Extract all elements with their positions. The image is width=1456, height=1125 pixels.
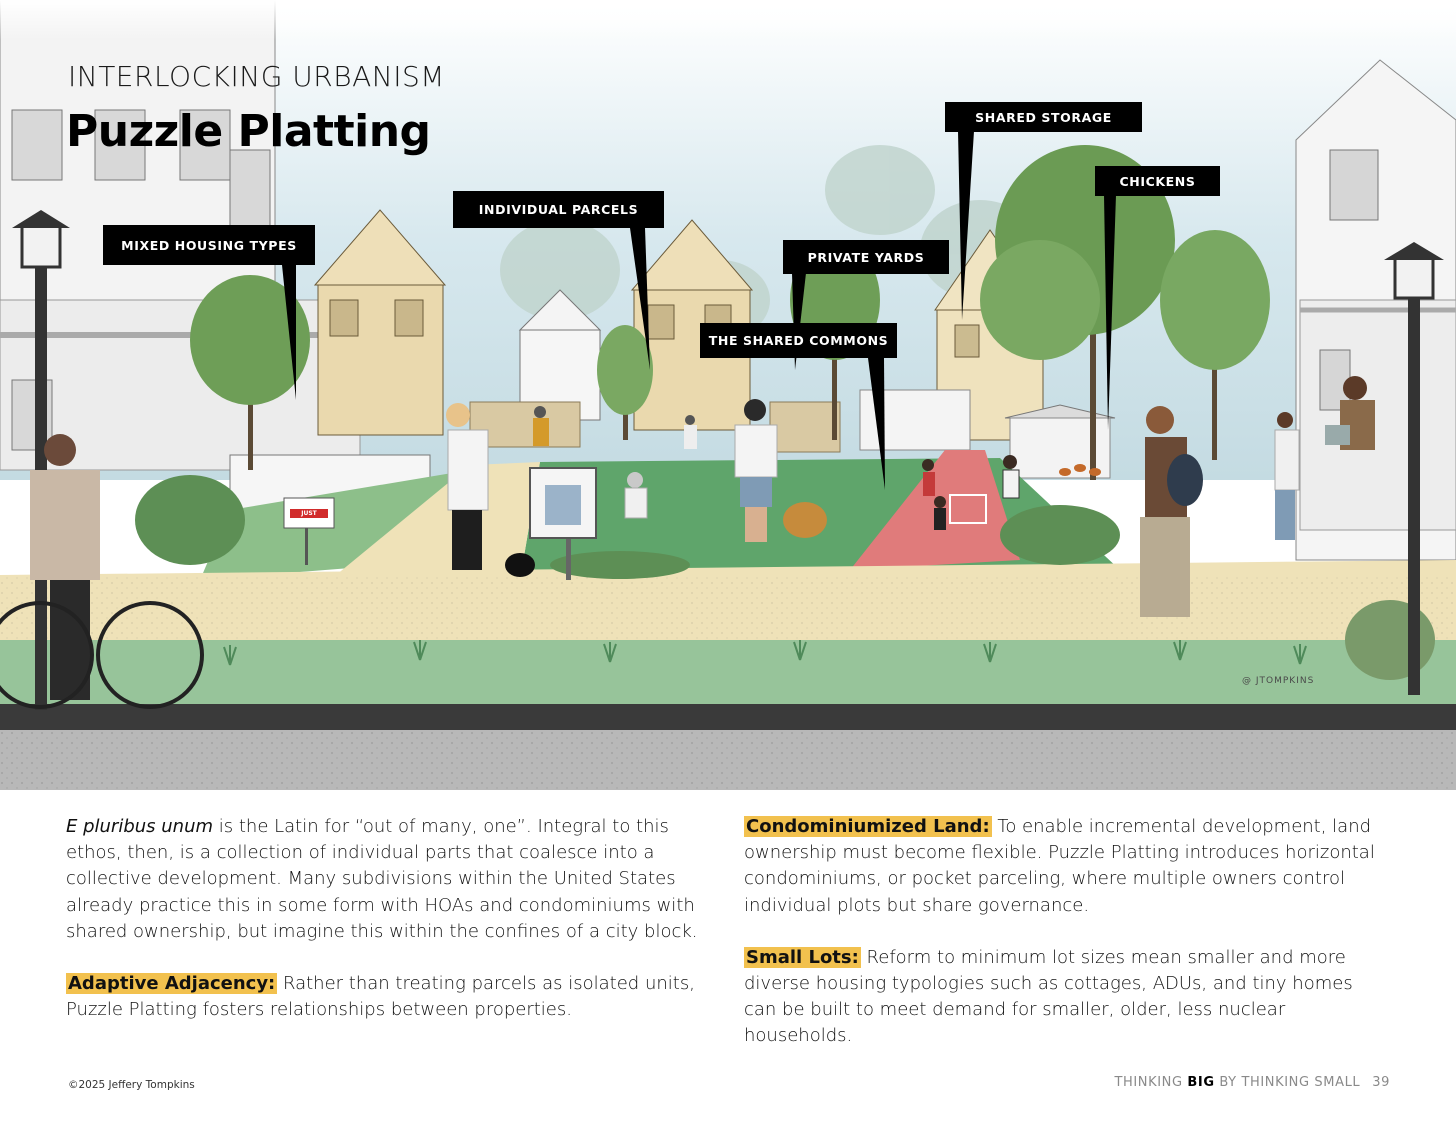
page-title: Puzzle Platting — [66, 106, 431, 157]
text-column-left — [66, 814, 716, 1049]
series-big: BIG — [1187, 1075, 1215, 1090]
intro-italic: E pluribus unum — [66, 816, 214, 837]
text-column-right — [744, 814, 1384, 1076]
small-lots-text: Reform to minimum lot sizes mean smaller and more diverse housing typologies such as cottages, ADUs, and tiny homes can be built to meet demand for smaller, older, less nuclear households. — [744, 946, 1353, 1047]
intro-text: is the Latin for “out of many, one”. Integral to this ethos, then, is a collection of individual parts that coalesce into a collective development. Many subdivisions within the United States already practice this in some form with HOAs and condominiums with shared ownership, but imagine this within the confines of a city block. — [66, 816, 698, 942]
sign-text: JUST SOLD! — [298, 510, 320, 526]
adaptive-adjacency-paragraph — [66, 971, 716, 1023]
copyright: ©2025 Jeffery Tompkins — [68, 1079, 195, 1091]
callout-shared-storage: SHARED STORAGE — [945, 102, 1142, 132]
road-texture — [0, 730, 1456, 790]
series-post: BY THINKING SMALL — [1214, 1075, 1361, 1090]
running-footer — [1114, 1075, 1390, 1090]
sky-fade — [0, 0, 1456, 40]
curb — [0, 704, 1456, 730]
small-lots-label: Small Lots: — [746, 946, 859, 968]
intro-paragraph — [66, 814, 716, 945]
callout-mixed-housing-types: MIXED HOUSING TYPES — [103, 225, 315, 265]
condominiumized-land-label: Condominiumized Land: — [746, 816, 990, 837]
right-building — [1296, 60, 1456, 560]
callout-chickens: CHICKENS — [1095, 166, 1220, 196]
adaptive-adjacency-text: Rather than treating parcels as isolated units, Puzzle Platting fosters relationships between properties. — [66, 973, 695, 1021]
small-lots-paragraph — [744, 945, 1384, 1050]
callout-individual-parcels: INDIVIDUAL PARCELS — [453, 191, 664, 228]
fence-right — [770, 402, 840, 452]
chicken-coop — [1005, 405, 1115, 478]
condominiumized-land-paragraph — [744, 814, 1384, 919]
adaptive-adjacency-label: Adaptive Adjacency: — [68, 973, 276, 995]
page-supertitle: INTERLOCKING URBANISM — [68, 60, 445, 93]
callout-private-yards: PRIVATE YARDS — [783, 240, 949, 274]
artist-credit: @ JTOMPKINS — [1242, 676, 1315, 686]
page-number: 39 — [1372, 1075, 1390, 1090]
callout-shared-commons: THE SHARED COMMONS — [700, 323, 897, 358]
condominiumized-land-text: To enable incremental development, land ownership must become flexible. Puzzle Platting introduces horizontal condominiums, or pocket parceling, where multiple owners control individual plots but share governance. — [744, 816, 1375, 916]
series-pre: THINKING — [1114, 1075, 1188, 1090]
